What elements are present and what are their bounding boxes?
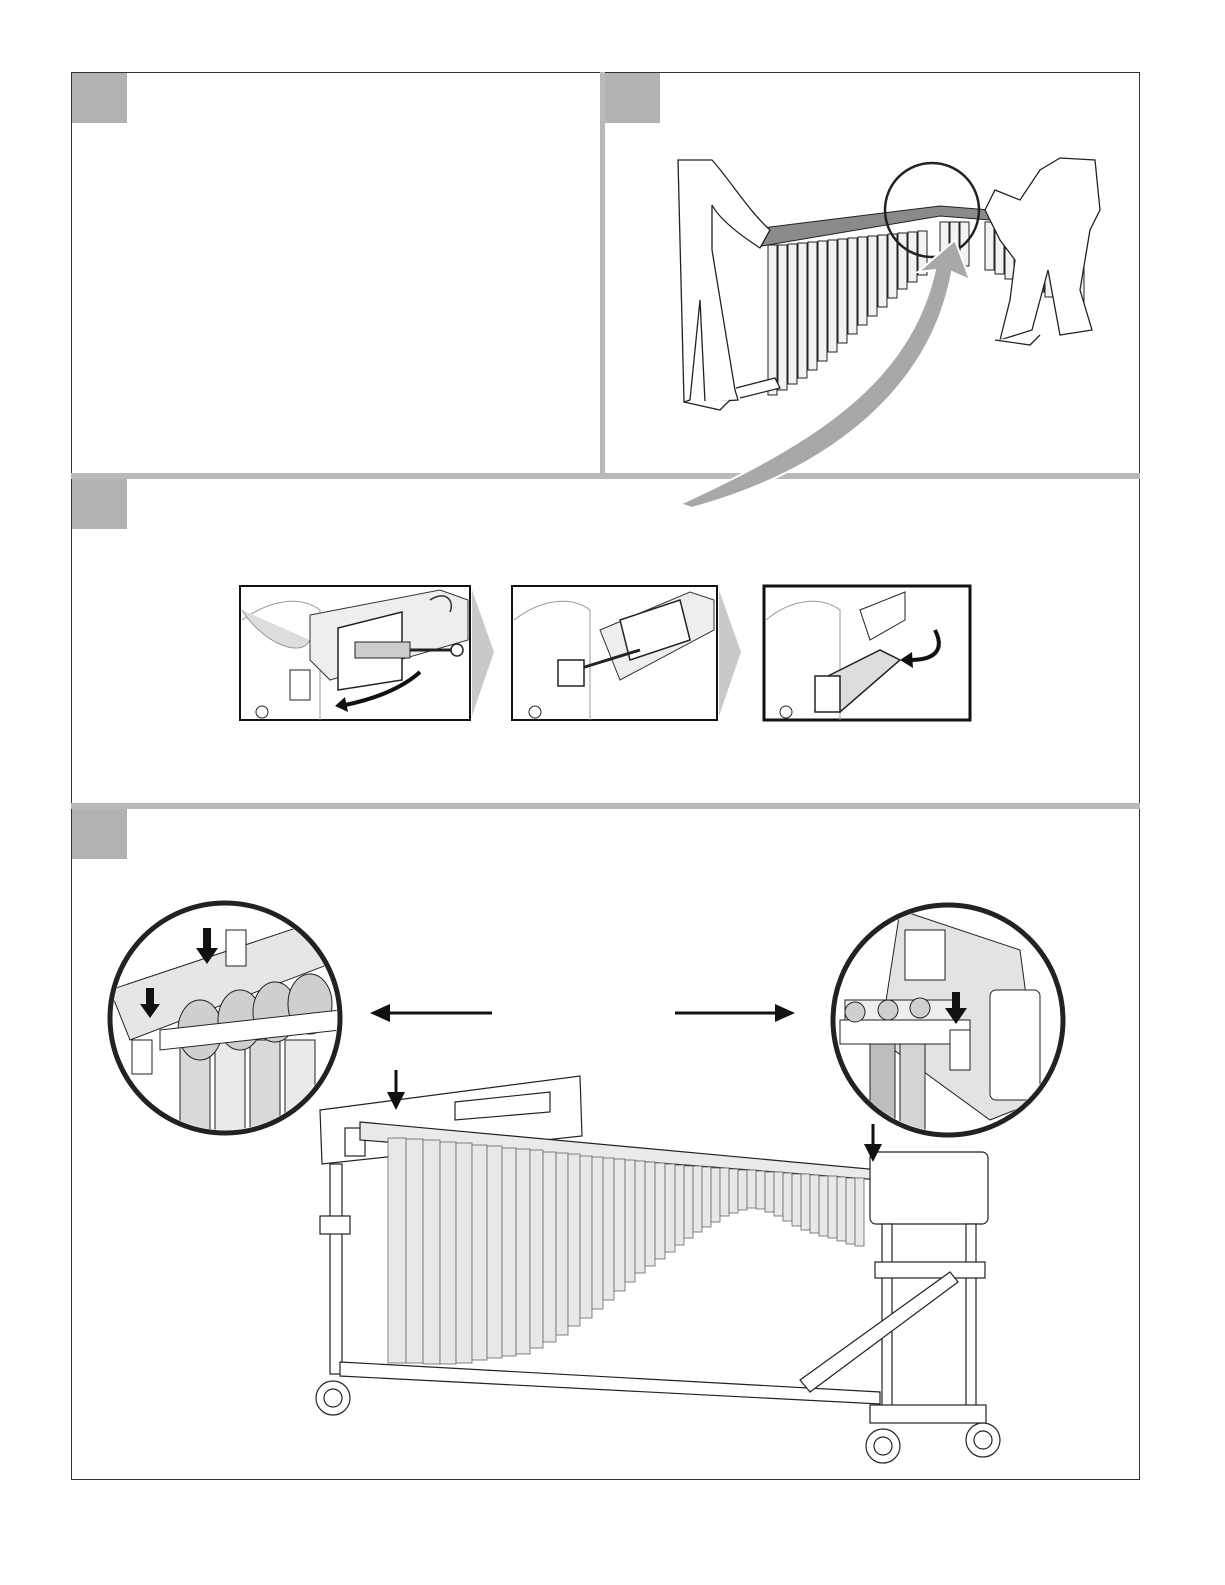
left-detail-magnifier	[110, 903, 340, 1150]
arrow-right-icon	[775, 1004, 795, 1022]
arrow-left-icon	[370, 1004, 390, 1022]
right-detail-magnifier	[833, 905, 1063, 1144]
marimba-frame	[316, 1076, 1000, 1463]
